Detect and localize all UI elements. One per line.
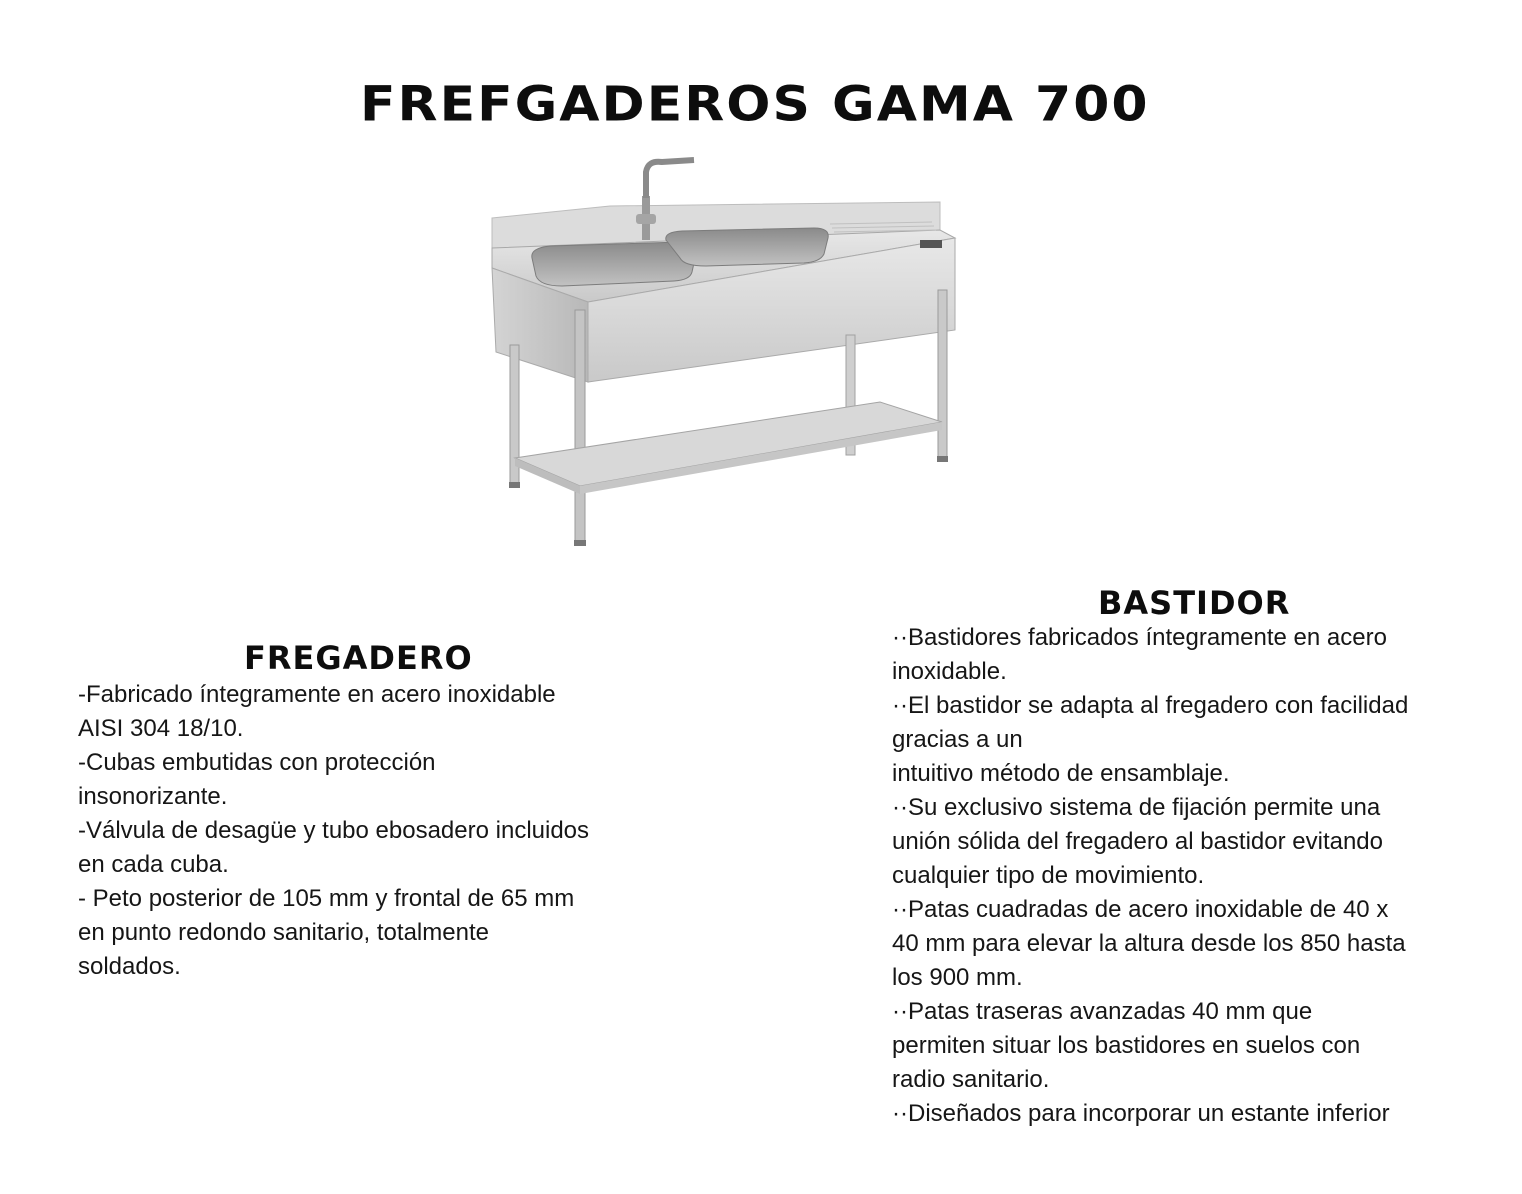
bastidor-line: ··Su exclusivo sistema de fijación permite una (892, 794, 1381, 821)
fregadero-heading: FREGADERO (244, 639, 473, 677)
fregadero-line: -Fabricado íntegramente en acero inoxidable (78, 681, 556, 708)
fregadero-line: -Válvula de desagüe y tubo ebosadero incluidos (78, 817, 590, 844)
fregadero-line: -Cubas embutidas con protección (78, 749, 436, 776)
fregadero-description (78, 678, 678, 984)
bastidor-line: unión sólida del fregadero al bastidor evitando (892, 828, 1384, 855)
bastidor-line: 40 mm para elevar la altura desde los 850 hasta (892, 930, 1406, 957)
fregadero-line: en punto redondo sanitario, totalmente (78, 919, 489, 946)
fregadero-line: soldados. (78, 953, 181, 980)
fregadero-line: insonorizante. (78, 783, 228, 810)
bastidor-line: cualquier tipo de movimiento. (892, 862, 1205, 889)
bastidor-heading: BASTIDOR (1098, 584, 1291, 622)
bastidor-line: radio sanitario. (892, 1066, 1050, 1093)
bastidor-line: permiten situar los bastidores en suelos con (892, 1032, 1361, 1059)
bastidor-line: inoxidable. (892, 658, 1007, 685)
sink-product-image (470, 140, 980, 560)
bastidor-line: ··Patas traseras avanzadas 40 mm que (892, 998, 1313, 1025)
fregadero-line: en cada cuba. (78, 851, 229, 878)
bastidor-line: los 900 mm. (892, 964, 1023, 991)
bastidor-line: ··El bastidor se adapta al fregadero con facilidad (892, 692, 1409, 719)
bastidor-line: ··Patas cuadradas de acero inoxidable de 40 x (892, 896, 1389, 923)
fregadero-line: - Peto posterior de 105 mm y frontal de 65 mm (78, 885, 575, 912)
bastidor-line: ··Diseñados para incorporar un estante inferior (892, 1100, 1390, 1127)
bastidor-line: intuitivo método de ensamblaje. (892, 760, 1230, 787)
bastidor-line: gracias a un (892, 726, 1023, 753)
fregadero-line: AISI 304 18/10. (78, 715, 244, 742)
bastidor-description (892, 621, 1492, 1131)
page-title: FREFGADEROS GAMA 700 (360, 77, 1150, 133)
bastidor-line: ··Bastidores fabricados íntegramente en acero (892, 624, 1387, 651)
